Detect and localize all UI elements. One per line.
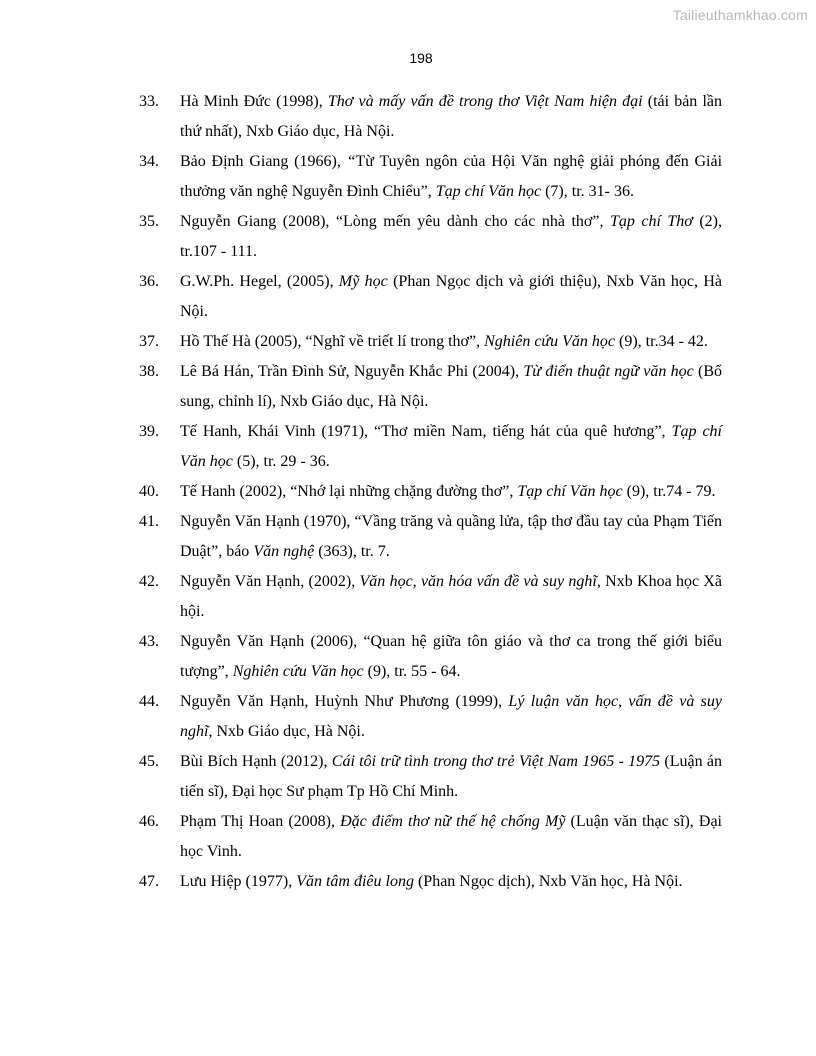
reference-text-segment: Bảo Định Giang (1966), [180,153,347,170]
reference-title: Tạp chí Văn học [517,483,623,500]
reference-text-segment: (Phan Ngọc dịch và giới thiệu), Nxb Văn học, Hà Nội. [180,273,723,320]
reference-text-segment: (Phan Ngọc dịch), Nxb Văn học, Hà Nội. [413,873,683,890]
reference-title: Nghiên cứu Văn học [232,663,364,680]
reference-number: 46. [139,813,159,830]
reference-number: 34. [139,153,159,170]
reference-text [180,273,722,320]
reference-text-segment: , Nxb Khoa học Xã hội. [180,573,722,620]
reference-text-segment: , [618,693,629,710]
reference-text-segment: (363), tr. 7. [314,543,390,560]
reference-text [180,363,722,410]
reference-text-segment: (Bổ sung, chỉnh lí), Nxb Giáo dục, Hà Nội. [180,363,723,410]
reference-title: Văn tâm điêu long [296,873,414,890]
reference-number: 36. [139,273,159,290]
reference-number: 39. [139,423,159,440]
reference-text-segment: (5), tr. 29 - 36. [232,453,330,470]
reference-title: Tạp chí Thơ [609,213,693,230]
reference-item [136,147,722,207]
reference-text-segment: Từ Tuyên ngôn của Hội Văn nghệ giải phóng đến Giải thưởng văn nghệ Nguyễn Đình Chiểu”, [180,153,723,200]
reference-title: Tạp chí Văn học [180,423,722,470]
reference-title: vấn đề và suy nghĩ [180,693,722,740]
reference-text-segment: Lưu Hiệp (1977), [180,873,297,890]
watermark: Tailieuthamkhao.com [672,7,808,23]
reference-title: Mỹ học [338,273,388,290]
reference-number: 41. [139,513,159,530]
reference-title: Cái tôi trữ tình trong thơ trẻ Việt Nam 1965 - 1975 [331,753,661,770]
reference-text-segment: Nguyễn Văn Hạnh (2006), “Quan hệ giữa tôn giáo và thơ ca trong thế giới biểu tượng”, [180,633,722,680]
reference-item [136,627,722,687]
reference-text-segment: (tái bản lần thứ nhất), Nxb Giáo dục, Hà Nội. [180,93,722,140]
reference-number: 45. [139,753,159,770]
reference-item [136,327,722,357]
reference-text [180,153,722,200]
reference-text-segment: Bùi Bích Hạnh (2012), [180,753,332,770]
reference-text-segment: (Luận án tiến sĩ), Đại học Sư phạm Tp Hồ Chí Minh. [180,753,723,800]
reference-item [136,357,722,417]
reference-text-segment: Nguyễn Giang (2008), “Lòng mến yêu dành cho các nhà thơ”, [180,213,610,230]
reference-text-segment: Tế Hanh (2002), “Nhớ lại những chặng đường thơ”, [180,483,518,500]
reference-text [180,633,722,680]
reference-item [136,687,722,747]
reference-text-segment: Tế Hanh, Khái Vinh (1971), “Thơ miền Nam, tiếng hát của quê hương”, [180,423,672,440]
reference-number: 38. [139,363,159,380]
reference-text-segment: Phạm Thị Hoan (2008), [180,813,341,830]
reference-title: Lý luận văn học [508,693,619,710]
reference-title: Nghiên cứu Văn học [484,333,616,350]
reference-item [136,567,722,627]
reference-text-segment: (9), tr. 55 - 64. [363,663,461,680]
reference-item [136,267,722,327]
reference-item [136,507,722,567]
reference-item [136,867,722,897]
reference-text [180,573,722,620]
reference-title: Tạp chí Văn học [435,183,542,200]
reference-text [180,693,722,740]
reference-title: “ [346,153,356,170]
reference-text-segment: Nguyễn Văn Hạnh (1970), “Vầng trăng và quầng lửa, tập thơ đầu tay của Phạm Tiến Duật”, báo [180,513,722,560]
reference-item [136,417,722,477]
reference-title: Văn nghệ [253,543,315,560]
reference-number: 37. [139,333,159,350]
reference-text [180,873,683,890]
reference-text [180,93,722,140]
reference-text-segment: (9), tr.34 - 42. [615,333,708,350]
reference-text [180,213,722,260]
reference-text-segment: Hà Minh Đức (1998), [180,93,328,110]
page-number: 198 [409,50,433,66]
reference-text-segment: , Nxb Giáo dục, Hà Nội. [208,723,365,740]
reference-item [136,747,722,807]
reference-text [180,423,722,470]
reference-text [180,483,716,500]
reference-number: 35. [139,213,159,230]
reference-title: Văn học, văn hóa vấn đề và suy nghĩ [359,573,597,590]
reference-title: Từ điển thuật ngữ văn học [523,363,694,380]
reference-text-segment: Nguyễn Văn Hạnh, (2002), [180,573,360,590]
reference-text-segment: (9), tr.74 - 79. [622,483,716,500]
reference-list [136,87,722,897]
reference-text [180,513,722,560]
reference-number: 44. [139,693,159,710]
reference-item [136,87,722,147]
reference-text-segment: Nguyễn Văn Hạnh, Huỳnh Như Phương (1999), [180,693,509,710]
reference-text-segment: (Luận văn thạc sĩ), Đại học Vinh. [180,813,723,860]
reference-item [136,477,722,507]
reference-number: 43. [139,633,159,650]
reference-item [136,807,722,867]
reference-text-segment: G.W.Ph. Hegel, (2005), [180,273,339,290]
reference-text-segment: (2), tr.107 - 111. [180,213,722,260]
reference-number: 40. [139,483,159,500]
reference-title: Thơ và mấy vấn đề trong thơ Việt Nam hiện đại [327,93,643,110]
reference-text-segment: (7), tr. 31- 36. [541,183,634,200]
reference-text [180,753,722,800]
reference-title: Đặc điểm thơ nữ thế hệ chống Mỹ [340,813,566,830]
reference-text [180,813,722,860]
reference-number: 47. [139,873,159,890]
reference-text-segment: Hồ Thế Hà (2005), “Nghĩ về triết lí trong thơ”, [180,333,485,350]
reference-text [180,333,708,350]
reference-item [136,207,722,267]
reference-number: 42. [139,573,159,590]
reference-number: 33. [139,93,159,110]
reference-text-segment: Lê Bá Hán, Trần Đình Sử, Nguyễn Khắc Phi (2004), [180,363,524,380]
